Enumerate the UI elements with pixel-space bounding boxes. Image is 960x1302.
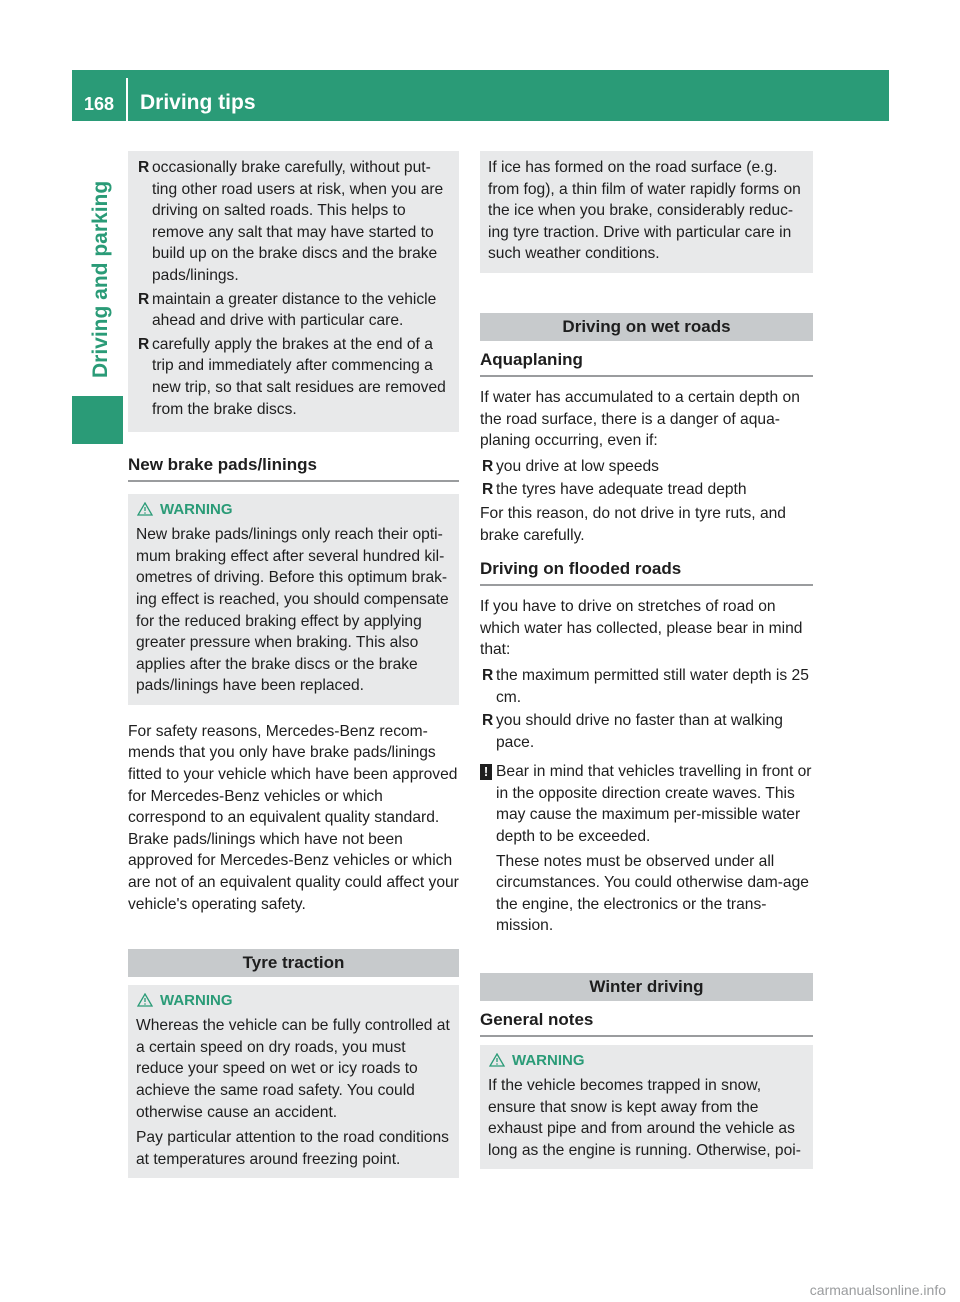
watermark: carmanualsonline.info <box>809 1282 946 1298</box>
left-column <box>128 151 459 1178</box>
aquaplaning-bullet-list <box>480 456 813 501</box>
bullet-text: you should drive no faster than at walking pace. <box>496 712 783 751</box>
list-item <box>480 456 813 478</box>
salt-bullet-list <box>136 157 451 420</box>
list-item <box>480 665 813 708</box>
warning-label: WARNING <box>160 992 233 1010</box>
bullet-mark: R <box>138 335 150 353</box>
warning-triangle-icon <box>488 1053 506 1067</box>
page-number: 168 <box>84 94 115 114</box>
list-item <box>136 157 451 287</box>
ice-box <box>480 151 813 273</box>
warning-header <box>136 500 451 520</box>
flooded-bullet-list <box>480 665 813 753</box>
warning-triangle-icon <box>136 502 154 516</box>
bullet-mark: R <box>138 290 150 308</box>
new-brake-heading: New brake pads/linings <box>128 454 459 482</box>
list-item <box>136 289 451 332</box>
aquaplaning-text: If water has accumulated to a certain depth on the road surface, there is a danger of aqua-planing occurring, even if: <box>480 388 800 450</box>
ice-text: If ice has formed on the road surface (e.g. from fog), a thin film of water rapidly forms on the ice when you brake, considerably reduc-ing tyre traction. Drive with particular care in such weather conditions. <box>488 159 801 263</box>
warning-text: If the vehicle becomes trapped in snow, ensure that snow is kept away from the exhaust pipe and from around the vehicle as long as the engine is running. Otherwise, poi- <box>488 1077 801 1159</box>
bullet-text: carefully apply the brakes at the end of a trip and immediately after commencing a new trip, so that salt residues are removed from the brake discs. <box>152 335 446 418</box>
bullet-text: you drive at low speeds <box>496 457 659 475</box>
winter-driving-heading: Winter driving <box>480 973 813 1001</box>
warning-triangle-icon <box>136 993 154 1007</box>
list-item <box>480 479 813 501</box>
list-item <box>480 710 813 753</box>
bullet-mark: R <box>482 666 494 684</box>
right-column <box>480 151 813 1169</box>
note-text: These notes must be observed under all circumstances. You could otherwise dam-age the engine, the electronics or the trans-mission. <box>496 852 809 935</box>
side-tab-label: Driving and parking <box>89 180 112 378</box>
note-block <box>480 761 813 937</box>
warning-header <box>488 1051 805 1071</box>
aquaplaning-after-text: For this reason, do not drive in tyre ruts, and brake carefully. <box>480 504 786 544</box>
bullet-mark: R <box>482 712 494 730</box>
warning-label: WARNING <box>512 1052 585 1070</box>
list-item <box>136 334 451 420</box>
bullet-text: the tyres have adequate tread depth <box>496 481 747 499</box>
bullet-mark: R <box>482 481 494 499</box>
tyre-traction-heading: Tyre traction <box>128 949 459 977</box>
warning-box-brakes <box>128 494 459 705</box>
warning-text: Whereas the vehicle can be fully controlled at a certain speed on dry roads, you must reduce your speed on wet or icy roads to achieve the same road safety. You could otherwise cause an accident. <box>136 1017 450 1121</box>
warning-text: Pay particular attention to the road conditions at temperatures around freezing point. <box>136 1129 449 1168</box>
aquaplaning-heading: Aquaplaning <box>480 349 813 377</box>
bullet-mark: R <box>138 159 150 176</box>
page-title: Driving tips <box>140 91 256 114</box>
note-text: Bear in mind that vehicles travelling in front or in the opposite direction create waves. This may cause the maximum per-missible water depth to be exceeded. <box>496 763 812 846</box>
wet-roads-heading: Driving on wet roads <box>480 313 813 341</box>
bullet-text: occasionally brake carefully, without put-ting other road users at risk, when you are driving on salted roads. This helps to remove any salt that may have started to build up on the brake discs and the brake pads/linings. <box>152 159 444 284</box>
salt-bullets-box <box>128 151 459 432</box>
warning-box-snow <box>480 1045 813 1169</box>
warning-header <box>136 991 451 1011</box>
warning-box-tyres <box>128 985 459 1178</box>
header-divider <box>126 78 128 121</box>
flooded-text: If you have to drive on stretches of road on which water has collected, please bear in mind that: <box>480 598 803 659</box>
exclamation-icon: ! <box>480 764 492 780</box>
bullet-text: the maximum permitted still water depth is 25 cm. <box>496 666 809 706</box>
warning-text: New brake pads/linings only reach their opti-mum braking effect after several hundred kil-ometres of driving. Before this optimum brak-ing effect is reached, you should compensate for the reduced braking effect by applying greater pressure when braking. This also applies after the brake discs or the brake pads/linings have been replaced. <box>136 526 449 695</box>
safety-paragraph: For safety reasons, Mercedes-Benz recom-mends that you only have brake pads/linings fitted to your vehicle which have been approved for Mercedes-Benz vehicles or which correspond to an equivalent quality standard. Brake pads/linings which have not been approved for Mercedes-Benz vehicles or which are not of an equivalent quality could affect your vehicle's operating safety. <box>128 722 459 913</box>
bullet-text: maintain a greater distance to the vehicle ahead and drive with particular care. <box>152 290 437 330</box>
bullet-mark: R <box>482 457 494 475</box>
side-tab-block <box>72 396 123 444</box>
flooded-roads-heading: Driving on flooded roads <box>480 558 813 586</box>
general-notes-heading: General notes <box>480 1009 813 1037</box>
warning-label: WARNING <box>160 501 233 519</box>
